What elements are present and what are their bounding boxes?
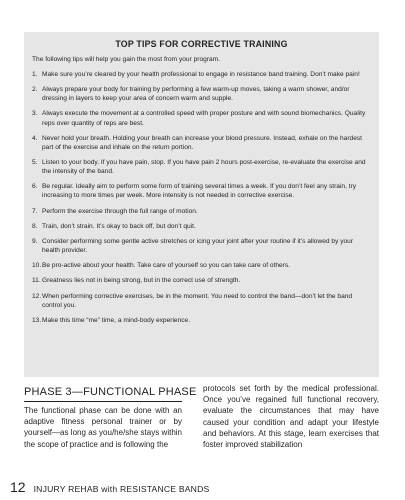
tip-item (32, 292, 371, 310)
body-text-left-column: The functional phase can be done with an adaptive fitness personal trainer or by yourself—as long as you/he/she stays within the scope of practice and is following the (24, 406, 182, 449)
tip-number: 3. (32, 110, 38, 118)
tip-number: 6. (32, 183, 38, 191)
body-text-right-column: protocols set forth by the medical professional. Once you’ve regained full functional recovery, evaluate the circumstances that may have caused your condition and adapt your lifestyle and behaviors. At this stage, learn exercises that foster improved stabilization (203, 384, 379, 450)
tip-item (32, 316, 371, 325)
tip-number: 7. (32, 207, 38, 215)
tip-number: 2. (32, 86, 38, 94)
tip-text: Make sure you’re cleared by your health professional to engage in resistance band training. Don’t make pain! (42, 71, 360, 78)
tips-intro: The following tips will help you gain the most from your program. (32, 56, 221, 63)
running-head: INJURY REHAB with RESISTANCE BANDS (33, 484, 210, 494)
tip-text: Consider performing some gentle active stretches or icing your joint after your routine if it’s allowed by your health provider. (42, 237, 354, 255)
page-number: 12 (10, 479, 26, 495)
tip-number: 4. (32, 134, 38, 142)
tip-number: 11. (32, 277, 41, 285)
tip-text: Listen to your body. If you have pain, stop. If you have pain 2 hours post-exercise, re-evaluate the exercise and the intensity of the band. (42, 159, 366, 176)
tip-item (32, 237, 371, 255)
tip-text: Greatness lies not in being strong, but in the correct use of strength. (42, 277, 241, 285)
tips-sidebar-box (24, 32, 379, 377)
tip-text: Always prepare your body for training by performing a few warm-up moves, taking a warm shower, and/or dressing in layers to keep your area of concern warm and supple. (42, 86, 350, 103)
tip-number: 8. (32, 222, 38, 230)
tip-text: Perform the exercise through the full range of motion. (42, 207, 198, 215)
section-heading-rule (24, 401, 182, 402)
tip-item (32, 182, 371, 200)
tip-item (32, 109, 371, 127)
tip-item (32, 207, 371, 216)
tip-text: Train, don’t strain. It’s okay to back off, but don’t quit. (42, 222, 196, 230)
tip-text: Be pro-active about your health. Take care of yourself so you can take care of others. (42, 262, 291, 270)
tips-title: TOP TIPS FOR CORRECTIVE TRAINING (115, 39, 288, 49)
tip-text: When performing corrective exercises, be in the moment. You need to control the band—don’t let the band control you. (42, 292, 353, 309)
section-heading: PHASE 3—FUNCTIONAL PHASE (24, 386, 197, 398)
tip-text: Never hold your breath. Holding your breath can increase your blood pressure. Instead, exhale on the hardest part of the exercise and inhale on the return portion. (42, 134, 362, 151)
tip-number: 12. (32, 292, 42, 300)
tip-item (32, 158, 371, 176)
tip-item (32, 134, 371, 152)
tip-text: Make this time “me” time, a mind-body experience. (42, 316, 191, 324)
tip-text: Be regular. Ideally aim to perform some form of training several times a week. If you don’t feel any strain, try increasing to more times per week. More intensity is not needed in corrective exercise. (42, 183, 357, 200)
tip-item (32, 85, 371, 103)
tip-item (32, 276, 371, 285)
tip-item (32, 261, 371, 270)
tip-item (32, 222, 371, 231)
tips-list (32, 70, 371, 325)
tip-number: 5. (32, 159, 38, 167)
page-footer (10, 479, 209, 497)
tip-number: 13. (32, 316, 42, 324)
tip-text: Always execute the movement at a controlled speed with proper posture and with sound biomechanics. Quality reps over quantity of reps are best. (42, 110, 366, 127)
tip-number: 9. (32, 237, 38, 245)
tip-number: 1. (32, 71, 38, 78)
tip-number: 10. (32, 262, 42, 270)
tip-item (32, 70, 371, 79)
